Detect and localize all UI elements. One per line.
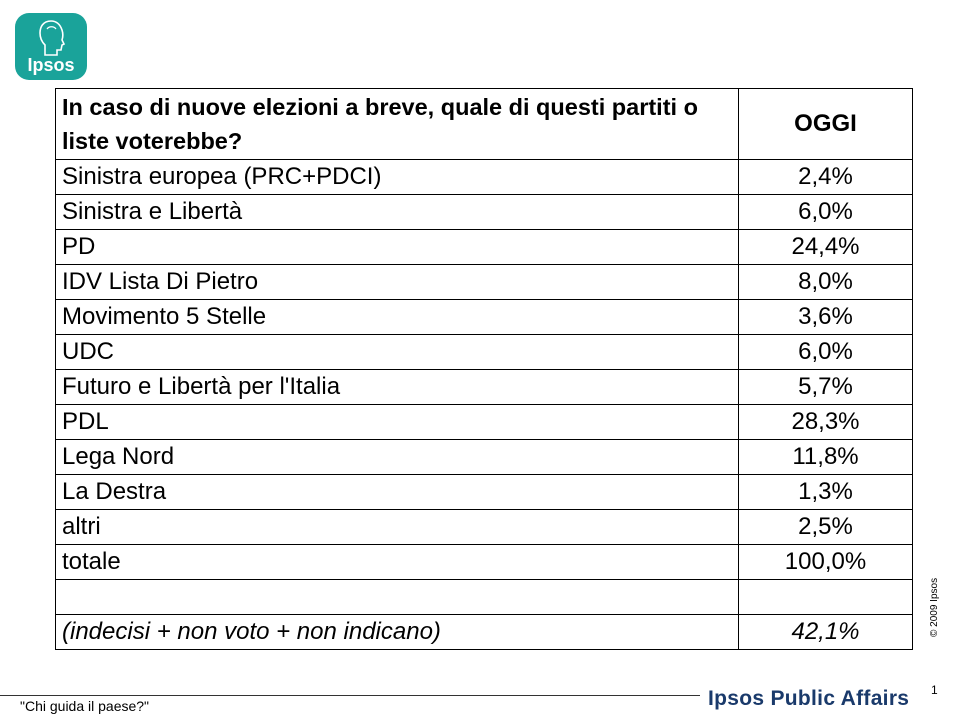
- party-value: 11,8%: [739, 440, 913, 475]
- footer-divider: [0, 695, 700, 696]
- party-value: 6,0%: [739, 335, 913, 370]
- party-value: [739, 580, 913, 615]
- party-label: totale: [56, 545, 739, 580]
- table-row: [56, 230, 913, 265]
- party-label: UDC: [56, 335, 739, 370]
- table-row: [56, 265, 913, 300]
- party-value: 24,4%: [739, 230, 913, 265]
- table-row: [56, 580, 913, 615]
- party-value: 42,1%: [739, 615, 913, 650]
- party-label: PDL: [56, 405, 739, 440]
- table-row: [56, 405, 913, 440]
- table-row: [56, 300, 913, 335]
- party-label: IDV Lista Di Pietro: [56, 265, 739, 300]
- ipsos-logo: [15, 13, 87, 80]
- party-label: Lega Nord: [56, 440, 739, 475]
- footer-title: "Chi guida il paese?": [20, 698, 150, 714]
- party-label: La Destra: [56, 475, 739, 510]
- table-row: [56, 545, 913, 580]
- brand-name: Ipsos Public Affairs: [708, 687, 910, 710]
- table-row: [56, 370, 913, 405]
- party-value: 5,7%: [739, 370, 913, 405]
- party-value: 8,0%: [739, 265, 913, 300]
- table-row: [56, 335, 913, 370]
- table-row: [56, 195, 913, 230]
- party-label: Movimento 5 Stelle: [56, 300, 739, 335]
- party-value: 2,5%: [739, 510, 913, 545]
- party-label: Futuro e Libertà per l'Italia: [56, 370, 739, 405]
- party-label: altri: [56, 510, 739, 545]
- party-label: [56, 580, 739, 615]
- copyright-text: © 2009 Ipsos: [929, 577, 940, 637]
- table-header-row: [56, 89, 913, 160]
- header-value: OGGI: [739, 89, 913, 160]
- party-value: 100,0%: [739, 545, 913, 580]
- header-question: In caso di nuove elezioni a breve, quale di questi partiti o liste voterebbe?: [56, 89, 739, 160]
- table-row: [56, 615, 913, 650]
- party-label: (indecisi + non voto + non indicano): [56, 615, 739, 650]
- table-row: [56, 475, 913, 510]
- head-profile-icon: [37, 19, 67, 59]
- party-value: 3,6%: [739, 300, 913, 335]
- party-value: 28,3%: [739, 405, 913, 440]
- page-number: 1: [931, 683, 938, 697]
- table-row: [56, 160, 913, 195]
- party-label: PD: [56, 230, 739, 265]
- party-value: 2,4%: [739, 160, 913, 195]
- logo-text: Ipsos: [27, 55, 75, 75]
- table-row: [56, 510, 913, 545]
- party-label: Sinistra europea (PRC+PDCI): [56, 160, 739, 195]
- party-value: 6,0%: [739, 195, 913, 230]
- party-label: Sinistra e Libertà: [56, 195, 739, 230]
- party-value: 1,3%: [739, 475, 913, 510]
- poll-table: [55, 88, 913, 650]
- table-row: [56, 440, 913, 475]
